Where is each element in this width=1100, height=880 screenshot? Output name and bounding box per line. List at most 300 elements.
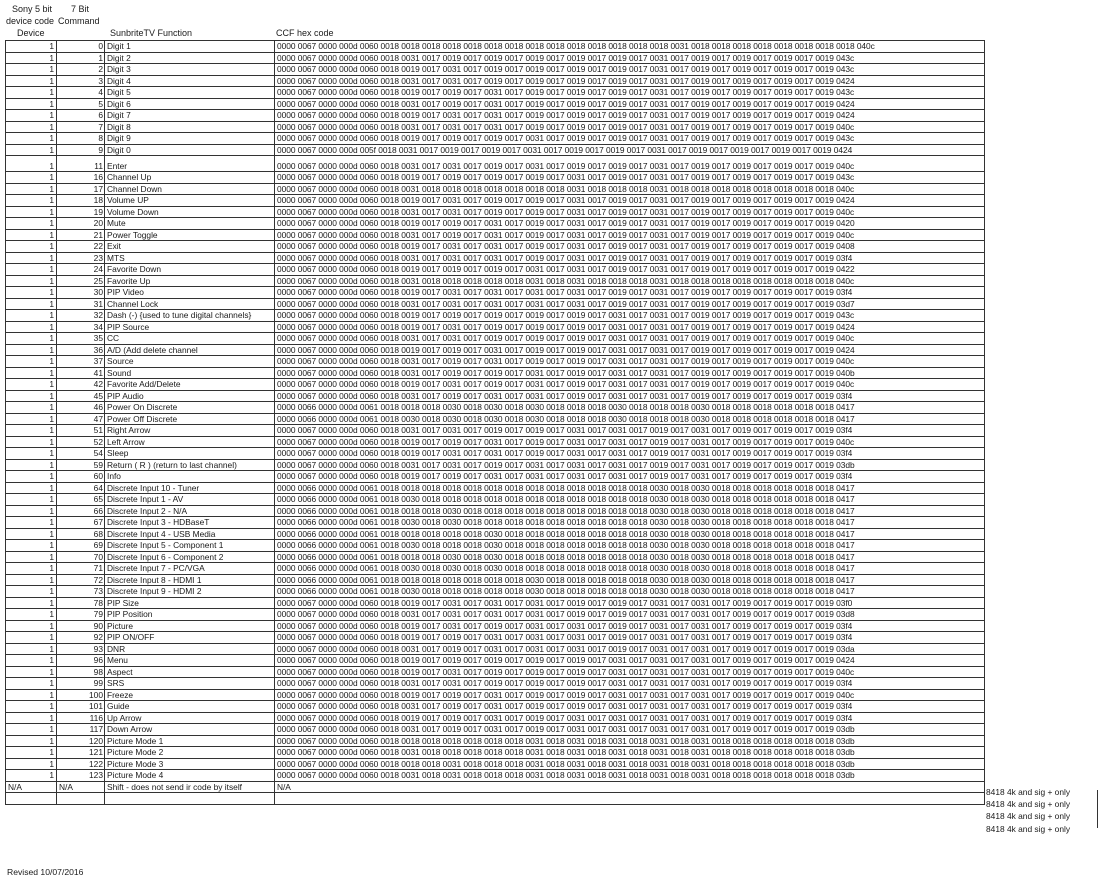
ir-code-table-body [6, 41, 985, 805]
row-note: 8418 4k and sig + only [986, 786, 1071, 797]
ccf-hex-cell: 0000 0067 0000 000d 0060 0018 0019 0017 0031 0017 0019 0017 0019 0017 0031 0017 0019 0017 0031 0017 0019 0017 0019 0017 0019 0017 0019 0424 [275, 195, 985, 207]
ccf-hex-cell: 0000 0067 0000 000d 0060 0018 0031 0017 0031 0017 0031 0017 0019 0017 0019 0017 0019 0017 0031 0017 0019 0017 0019 0017 0019 0017 0019 040c [275, 121, 985, 133]
device-code-cell: 1 [6, 701, 57, 713]
command-code-cell: N/A [57, 781, 105, 793]
device-code-cell: 1 [6, 620, 57, 632]
table-row [6, 494, 985, 506]
device-code-cell: 1 [6, 121, 57, 133]
function-name-cell: SRS [105, 678, 275, 690]
device-code-cell [6, 793, 57, 805]
command-code-cell: 24 [57, 264, 105, 276]
device-code-cell: 1 [6, 678, 57, 690]
command-code-cell: 22 [57, 241, 105, 253]
function-name-cell: Picture Mode 3 [105, 758, 275, 770]
table-row [6, 459, 985, 471]
table-row [6, 310, 985, 322]
command-code-cell: 51 [57, 425, 105, 437]
device-code-cell: 1 [6, 563, 57, 575]
table-row [6, 712, 985, 724]
function-name-cell: Discrete Input 1 - AV [105, 494, 275, 506]
table-row [6, 64, 985, 76]
function-name-cell: Channel Up [105, 172, 275, 184]
device-code-cell: 1 [6, 133, 57, 145]
ccf-hex-cell: 0000 0067 0000 000d 0060 0018 0031 0018 0018 0018 0018 0018 0031 0018 0031 0018 0018 0018 0031 0018 0018 0018 0018 0018 0018 0018 0018 040c [275, 275, 985, 287]
device-code-cell: 1 [6, 356, 57, 368]
command-code-cell: 72 [57, 574, 105, 586]
function-name-cell: PIP Position [105, 609, 275, 621]
command-code-cell: 117 [57, 724, 105, 736]
function-name-cell: Digit 0 [105, 144, 275, 156]
command-code-cell: 67 [57, 517, 105, 529]
command-code-cell: 3 [57, 75, 105, 87]
device-code-cell: 1 [6, 402, 57, 414]
device-code-cell: 1 [6, 448, 57, 460]
command-code-cell: 99 [57, 678, 105, 690]
table-row [6, 678, 985, 690]
table-row [6, 551, 985, 563]
function-name-cell: A/D (Add delete channel [105, 344, 275, 356]
ccf-hex-cell: 0000 0066 0000 000d 0061 0018 0030 0018 0030 0018 0018 0018 0018 0018 0018 0018 0018 0018 0030 0018 0030 0018 0018 0018 0018 0018 0018 0417 [275, 517, 985, 529]
command-code-cell: 65 [57, 494, 105, 506]
device-code-cell: 1 [6, 574, 57, 586]
function-name-cell: Digit 3 [105, 64, 275, 76]
device-code-cell: 1 [6, 183, 57, 195]
device-code-cell: 1 [6, 229, 57, 241]
function-name-cell: Digit 4 [105, 75, 275, 87]
function-name-cell: Discrete Input 10 - Tuner [105, 482, 275, 494]
ccf-hex-cell: 0000 0067 0000 000d 0060 0018 0019 0017 0031 0017 0019 0017 0031 0017 0019 0017 0031 0017 0031 0017 0019 0017 0019 0017 0019 0017 0019 040c [275, 379, 985, 391]
command-code-cell: 46 [57, 402, 105, 414]
device-code-cell: 1 [6, 747, 57, 759]
command-code-cell: 73 [57, 586, 105, 598]
device-code-cell: 1 [6, 517, 57, 529]
function-name-cell: Exit [105, 241, 275, 253]
ccf-hex-cell: 0000 0066 0000 000d 0061 0018 0030 0018 0030 0018 0030 0018 0030 0018 0018 0018 0030 0018 0018 0018 0030 0018 0018 0018 0018 0018 0018 0417 [275, 413, 985, 425]
function-name-cell: Down Arrow [105, 724, 275, 736]
ccf-hex-cell: 0000 0067 0000 000d 0060 0018 0019 0017 0031 0017 0031 0017 0019 0017 0019 0017 0019 0017 0031 0017 0019 0017 0019 0017 0019 0017 0019 0424 [275, 110, 985, 122]
function-name-cell: Power Off Discrete [105, 413, 275, 425]
command-code-cell: 68 [57, 528, 105, 540]
command-code-cell: 59 [57, 459, 105, 471]
table-row [6, 758, 985, 770]
command-code-cell: 60 [57, 471, 105, 483]
command-code-cell: 11 [57, 156, 105, 172]
command-code-cell: 70 [57, 551, 105, 563]
device-code-cell: 1 [6, 540, 57, 552]
ccf-hex-cell: N/A [275, 781, 985, 793]
function-name-cell: Digit 9 [105, 133, 275, 145]
ccf-hex-cell: 0000 0067 0000 000d 0060 0018 0019 0017 0019 0017 0031 0017 0031 0017 0031 0017 0019 0017 0031 0017 0031 0017 0019 0017 0019 0017 0019 03f4 [275, 632, 985, 644]
command-code-cell: 36 [57, 344, 105, 356]
table-row [6, 98, 985, 110]
ccf-hex-cell: 0000 0067 0000 000d 0060 0018 0031 0018 0018 0018 0018 0018 0018 0018 0031 0018 0018 0018 0031 0018 0018 0018 0018 0018 0018 0018 0018 040c [275, 183, 985, 195]
table-row [6, 133, 985, 145]
table-row [6, 321, 985, 333]
table-row [6, 620, 985, 632]
table-row [6, 379, 985, 391]
table-row [6, 52, 985, 64]
command-code-cell: 0 [57, 41, 105, 53]
command-code-cell: 122 [57, 758, 105, 770]
table-row [6, 156, 985, 172]
table-row [6, 75, 985, 87]
ccf-hex-cell: 0000 0067 0000 000d 0060 0018 0018 0018 0031 0018 0018 0018 0031 0018 0031 0018 0031 0018 0031 0018 0031 0018 0018 0018 0018 0018 0018 03db [275, 758, 985, 770]
ccf-hex-cell: 0000 0067 0000 000d 0060 0018 0031 0017 0019 0017 0031 0017 0031 0017 0031 0017 0019 0017 0031 0017 0031 0017 0019 0017 0019 0017 0019 03da [275, 643, 985, 655]
ccf-hex-cell: 0000 0067 0000 000d 0060 0018 0019 0017 0019 0017 0031 0017 0019 0017 0019 0017 0031 0017 0031 0017 0019 0017 0019 0017 0019 0017 0019 0424 [275, 344, 985, 356]
device-code-cell: 1 [6, 264, 57, 276]
command-code-cell: 47 [57, 413, 105, 425]
table-row [6, 287, 985, 299]
table-row [6, 505, 985, 517]
ccf-hex-cell: 0000 0067 0000 000d 0060 0018 0018 0018 0018 0018 0018 0018 0018 0018 0018 0018 0018 0018 0018 0031 0018 0018 0018 0018 0018 0018 0018 0018 040c [275, 41, 985, 53]
function-name-cell: Menu [105, 655, 275, 667]
ccf-hex-cell: 0000 0067 0000 000d 0060 0018 0031 0017 0019 0017 0031 0017 0019 0017 0019 0017 0019 0017 0031 0017 0019 0017 0019 0017 0019 0017 0019 0424 [275, 98, 985, 110]
table-row [6, 206, 985, 218]
command-code-cell: 6 [57, 110, 105, 122]
table-row [6, 172, 985, 184]
ccf-hex-cell: 0000 0066 0000 000d 0061 0018 0030 0018 0018 0018 0018 0018 0018 0018 0018 0018 0018 0018 0030 0018 0030 0018 0018 0018 0018 0018 0018 0417 [275, 494, 985, 506]
ccf-hex-cell: 0000 0067 0000 000d 0060 0018 0019 0017 0031 0017 0019 0017 0019 0017 0019 0017 0031 0017 0031 0017 0031 0017 0019 0017 0019 0017 0019 040c [275, 666, 985, 678]
header-device-label: Device [17, 28, 45, 38]
function-name-cell: Digit 5 [105, 87, 275, 99]
device-code-cell: 1 [6, 482, 57, 494]
function-name-cell: Discrete Input 6 - Component 2 [105, 551, 275, 563]
function-name-cell: Sound [105, 367, 275, 379]
device-code-cell: 1 [6, 735, 57, 747]
header-device-line2: device code [6, 16, 55, 26]
device-code-cell: 1 [6, 87, 57, 99]
table-row [6, 793, 985, 805]
command-code-cell: 120 [57, 735, 105, 747]
ccf-hex-cell: 0000 0067 0000 000d 0060 0018 0031 0017 0031 0017 0031 0017 0031 0017 0019 0017 0019 0017 0031 0017 0031 0017 0019 0017 0019 0017 0019 03d8 [275, 609, 985, 621]
function-name-cell: Discrete Input 2 - N/A [105, 505, 275, 517]
table-row [6, 229, 985, 241]
function-name-cell: Favorite Add/Delete [105, 379, 275, 391]
function-name-cell: Source [105, 356, 275, 368]
ccf-hex-cell: 0000 0067 0000 000d 0060 0018 0031 0017 0031 0017 0019 0017 0031 0017 0031 0017 0031 0017 0019 0017 0031 0017 0019 0017 0019 0017 0019 03db [275, 459, 985, 471]
function-name-cell: Dash (-) {used to tune digital channels} [105, 310, 275, 322]
device-code-cell: 1 [6, 287, 57, 299]
device-code-cell: 1 [6, 609, 57, 621]
command-code-cell: 96 [57, 655, 105, 667]
command-code-cell: 52 [57, 436, 105, 448]
function-name-cell: Return ( R ) (return to last channel) [105, 459, 275, 471]
table-row [6, 689, 985, 701]
command-code-cell: 101 [57, 701, 105, 713]
function-name-cell: CC [105, 333, 275, 345]
device-code-cell: 1 [6, 110, 57, 122]
device-code-cell: 1 [6, 98, 57, 110]
ccf-hex-cell: 0000 0066 0000 000d 0061 0018 0018 0018 0018 0018 0018 0018 0030 0018 0018 0018 0018 0018 0030 0018 0030 0018 0018 0018 0018 0018 0018 0417 [275, 574, 985, 586]
function-name-cell: Discrete Input 8 - HDMI 1 [105, 574, 275, 586]
command-code-cell: 37 [57, 356, 105, 368]
ccf-hex-cell: 0000 0067 0000 000d 0060 0018 0019 0017 0019 0017 0031 0017 0019 0017 0031 0017 0031 0017 0019 0017 0031 0017 0019 0017 0019 0017 0019 040c [275, 436, 985, 448]
table-row [6, 655, 985, 667]
command-code-cell: 17 [57, 183, 105, 195]
function-name-cell: Picture Mode 1 [105, 735, 275, 747]
table-row [6, 195, 985, 207]
command-code-cell [57, 793, 105, 805]
command-code-cell: 20 [57, 218, 105, 230]
device-code-cell: 1 [6, 310, 57, 322]
ccf-hex-cell: 0000 0066 0000 000d 0061 0018 0018 0018 0030 0018 0018 0018 0018 0018 0018 0018 0018 0018 0030 0018 0030 0018 0018 0018 0018 0018 0018 0417 [275, 505, 985, 517]
device-code-cell: 1 [6, 643, 57, 655]
function-name-cell: PIP Size [105, 597, 275, 609]
command-code-cell: 9 [57, 144, 105, 156]
ccf-hex-cell: 0000 0067 0000 000d 0060 0018 0031 0017 0019 0017 0031 0017 0019 0017 0031 0017 0019 0017 0031 0017 0019 0017 0019 0017 0019 0017 0019 040c [275, 229, 985, 241]
command-code-cell: 1 [57, 52, 105, 64]
ccf-hex-cell: 0000 0067 0000 000d 0060 0018 0031 0017 0031 0017 0031 0017 0019 0017 0031 0017 0019 0017 0031 0017 0019 0017 0019 0017 0019 0017 0019 03f4 [275, 252, 985, 264]
device-code-cell: 1 [6, 172, 57, 184]
function-name-cell: Discrete Input 3 - HDBaseT [105, 517, 275, 529]
device-code-cell: 1 [6, 144, 57, 156]
table-row [6, 241, 985, 253]
device-code-cell: 1 [6, 252, 57, 264]
function-name-cell: PIP ON/OFF [105, 632, 275, 644]
table-row [6, 87, 985, 99]
table-row [6, 724, 985, 736]
device-code-cell: 1 [6, 758, 57, 770]
table-row [6, 735, 985, 747]
ccf-hex-cell: 0000 0067 0000 000d 0060 0018 0019 0017 0019 0017 0031 0017 0019 0017 0019 0017 0031 0017 0031 0017 0031 0017 0019 0017 0019 0017 0019 040c [275, 689, 985, 701]
function-name-cell: PIP Audio [105, 390, 275, 402]
device-code-cell: 1 [6, 436, 57, 448]
table-row [6, 701, 985, 713]
function-name-cell: Picture Mode 2 [105, 747, 275, 759]
device-code-cell: 1 [6, 770, 57, 782]
table-row [6, 425, 985, 437]
ccf-hex-cell: 0000 0066 0000 000d 0061 0018 0018 0018 0030 0018 0030 0018 0018 0018 0018 0018 0018 0018 0030 0018 0030 0018 0018 0018 0018 0018 0018 0417 [275, 551, 985, 563]
command-code-cell: 30 [57, 287, 105, 299]
revised-date: Revised 10/07/2016 [7, 867, 84, 877]
ccf-hex-cell: 0000 0067 0000 000d 0060 0018 0019 0017 0019 0017 0019 0017 0031 0017 0031 0017 0019 0017 0031 0017 0019 0017 0019 0017 0019 0017 0019 0422 [275, 264, 985, 276]
device-code-cell: 1 [6, 218, 57, 230]
device-code-cell: 1 [6, 505, 57, 517]
ir-code-table [5, 40, 985, 805]
device-code-cell: 1 [6, 367, 57, 379]
ccf-hex-cell: 0000 0066 0000 000d 0061 0018 0018 0018 0018 0018 0018 0018 0018 0018 0018 0018 0018 0018 0030 0018 0030 0018 0018 0018 0018 0018 0018 0417 [275, 482, 985, 494]
command-code-cell: 66 [57, 505, 105, 517]
table-row [6, 402, 985, 414]
ccf-hex-cell: 0000 0066 0000 000d 0061 0018 0018 0018 0018 0018 0030 0018 0018 0018 0018 0018 0018 0018 0030 0018 0030 0018 0018 0018 0018 0018 0018 0417 [275, 528, 985, 540]
command-code-cell: 31 [57, 298, 105, 310]
ccf-hex-cell: 0000 0067 0000 000d 0060 0018 0031 0017 0019 0017 0019 0017 0019 0017 0019 0017 0019 0017 0031 0017 0019 0017 0019 0017 0019 0017 0019 043c [275, 52, 985, 64]
function-name-cell: MTS [105, 252, 275, 264]
command-code-cell: 64 [57, 482, 105, 494]
command-code-cell: 34 [57, 321, 105, 333]
function-name-cell: Picture Mode 4 [105, 770, 275, 782]
function-name-cell: Left Arrow [105, 436, 275, 448]
function-name-cell: Discrete Input 4 - USB Media [105, 528, 275, 540]
command-code-cell: 16 [57, 172, 105, 184]
device-code-cell: 1 [6, 64, 57, 76]
vertical-line-marker [1097, 790, 1098, 828]
function-name-cell: Guide [105, 701, 275, 713]
command-code-cell: 42 [57, 379, 105, 391]
command-code-cell: 7 [57, 121, 105, 133]
function-name-cell: Right Arrow [105, 425, 275, 437]
table-row [6, 344, 985, 356]
table-row [6, 252, 985, 264]
device-code-cell: 1 [6, 494, 57, 506]
table-row [6, 436, 985, 448]
table-row [6, 367, 985, 379]
command-code-cell: 32 [57, 310, 105, 322]
device-code-cell: 1 [6, 275, 57, 287]
command-code-cell: 98 [57, 666, 105, 678]
table-row [6, 632, 985, 644]
device-code-cell: 1 [6, 689, 57, 701]
ccf-hex-cell: 0000 0067 0000 000d 0060 0018 0031 0017 0019 0017 0031 0017 0019 0017 0019 0017 0031 0017 0031 0017 0019 0017 0019 0017 0019 0017 0019 040c [275, 356, 985, 368]
table-row [6, 666, 985, 678]
device-code-cell: 1 [6, 597, 57, 609]
ccf-hex-cell: 0000 0067 0000 000d 0060 0018 0019 0017 0031 0017 0019 0017 0031 0017 0031 0017 0019 0017 0031 0017 0031 0017 0019 0017 0019 0017 0019 03f4 [275, 620, 985, 632]
header-hex-label: CCF hex code [276, 28, 334, 38]
ccf-hex-cell: 0000 0067 0000 000d 0060 0018 0031 0018 0031 0018 0018 0018 0031 0018 0031 0018 0031 0018 0031 0018 0031 0018 0018 0018 0018 0018 0018 03db [275, 770, 985, 782]
table-row [6, 110, 985, 122]
table-row [6, 563, 985, 575]
function-name-cell: Volume Down [105, 206, 275, 218]
table-row [6, 218, 985, 230]
function-name-cell: Favorite Up [105, 275, 275, 287]
function-name-cell: Discrete Input 9 - HDMI 2 [105, 586, 275, 598]
table-row [6, 781, 985, 793]
ccf-hex-cell: 0000 0067 0000 000d 0060 0018 0019 0017 0031 0017 0019 0017 0019 0017 0019 0017 0019 0017 0031 0017 0019 0017 0019 0017 0019 0017 0019 043c [275, 64, 985, 76]
command-code-cell: 93 [57, 643, 105, 655]
device-code-cell: 1 [6, 471, 57, 483]
function-name-cell: Shift - does not send ir code by itself [105, 781, 275, 793]
ccf-hex-cell: 0000 0067 0000 000d 0060 0018 0018 0018 0018 0018 0018 0018 0031 0018 0031 0018 0031 0018 0031 0018 0031 0018 0018 0018 0018 0018 0018 03db [275, 735, 985, 747]
ccf-hex-cell: 0000 0067 0000 000d 0060 0018 0031 0017 0019 0017 0031 0017 0031 0017 0019 0017 0031 0017 0031 0017 0019 0017 0019 0017 0019 0017 0019 03f4 [275, 390, 985, 402]
function-name-cell: Discrete Input 5 - Component 1 [105, 540, 275, 552]
table-row [6, 264, 985, 276]
command-code-cell: 79 [57, 609, 105, 621]
command-code-cell: 123 [57, 770, 105, 782]
device-code-cell: 1 [6, 195, 57, 207]
command-code-cell: 4 [57, 87, 105, 99]
ccf-hex-cell: 0000 0067 0000 000d 0060 0018 0019 0017 0019 0017 0031 0017 0019 0017 0031 0017 0019 0017 0031 0017 0019 0017 0019 0017 0019 0017 0019 0420 [275, 218, 985, 230]
ccf-hex-cell: 0000 0067 0000 000d 005f 0018 0031 0017 0019 0017 0019 0017 0031 0017 0019 0017 0019 0017 0031 0017 0019 0017 0019 0017 0019 0017 0019 0424 [275, 144, 985, 156]
device-code-cell: 1 [6, 379, 57, 391]
function-name-cell: Sleep [105, 448, 275, 460]
command-code-cell: 71 [57, 563, 105, 575]
function-name-cell: PIP Source [105, 321, 275, 333]
table-row [6, 747, 985, 759]
command-code-cell: 18 [57, 195, 105, 207]
table-row [6, 356, 985, 368]
ccf-hex-cell: 0000 0067 0000 000d 0060 0018 0031 0018 0018 0018 0018 0018 0031 0018 0031 0018 0031 0018 0031 0018 0031 0018 0018 0018 0018 0018 0018 03db [275, 747, 985, 759]
table-row [6, 597, 985, 609]
function-name-cell: DNR [105, 643, 275, 655]
table-row [6, 540, 985, 552]
table-row [6, 144, 985, 156]
table-row [6, 482, 985, 494]
device-code-cell: 1 [6, 41, 57, 53]
device-code-cell: 1 [6, 459, 57, 471]
device-code-cell: 1 [6, 724, 57, 736]
table-row [6, 471, 985, 483]
device-code-cell: 1 [6, 632, 57, 644]
device-code-cell: 1 [6, 413, 57, 425]
ccf-hex-cell: 0000 0067 0000 000d 0060 0018 0019 0017 0019 0017 0019 0017 0019 0017 0031 0017 0019 0017 0031 0017 0019 0017 0019 0017 0019 0017 0019 043c [275, 172, 985, 184]
command-code-cell: 41 [57, 367, 105, 379]
function-name-cell: Discrete Input 7 - PC/VGA [105, 563, 275, 575]
table-row [6, 275, 985, 287]
device-code-cell: 1 [6, 333, 57, 345]
table-row [6, 574, 985, 586]
ccf-hex-cell: 0000 0067 0000 000d 0060 0018 0031 0017 0031 0017 0031 0017 0031 0017 0031 0017 0019 0017 0031 0017 0019 0017 0019 0017 0019 0017 0019 03d7 [275, 298, 985, 310]
row-note: 8418 4k and sig + only [986, 811, 1071, 822]
function-name-cell [105, 793, 275, 805]
command-code-cell: 5 [57, 98, 105, 110]
command-code-cell: 92 [57, 632, 105, 644]
device-code-cell: 1 [6, 241, 57, 253]
device-code-cell: 1 [6, 390, 57, 402]
ccf-hex-cell: 0000 0067 0000 000d 0060 0018 0019 0017 0031 0017 0031 0017 0031 0017 0031 0017 0019 0017 0031 0017 0019 0017 0019 0017 0019 0017 0019 03f4 [275, 287, 985, 299]
function-name-cell: Freeze [105, 689, 275, 701]
table-row [6, 528, 985, 540]
ccf-hex-cell: 0000 0067 0000 000d 0060 0018 0019 0017 0031 0017 0031 0017 0031 0017 0019 0017 0019 0017 0031 0017 0031 0017 0019 0017 0019 0017 0019 03f0 [275, 597, 985, 609]
device-code-cell: 1 [6, 298, 57, 310]
table-row [6, 448, 985, 460]
function-name-cell: Up Arrow [105, 712, 275, 724]
ccf-hex-cell: 0000 0067 0000 000d 0060 0018 0019 0017 0019 0017 0019 0017 0019 0017 0019 0017 0031 0017 0031 0017 0031 0017 0019 0017 0019 0017 0019 0424 [275, 655, 985, 667]
command-code-cell: 8 [57, 133, 105, 145]
device-code-cell: 1 [6, 551, 57, 563]
command-code-cell: 2 [57, 64, 105, 76]
table-row [6, 413, 985, 425]
command-code-cell: 54 [57, 448, 105, 460]
header-function-label: SunbriteTV Function [110, 28, 193, 38]
ccf-hex-cell: 0000 0067 0000 000d 0060 0018 0031 0017 0031 0017 0019 0017 0031 0017 0019 0017 0019 0017 0031 0017 0019 0017 0019 0017 0019 0017 0019 040c [275, 156, 985, 172]
function-name-cell: Channel Down [105, 183, 275, 195]
ccf-hex-cell: 0000 0067 0000 000d 0060 0018 0019 0017 0031 0017 0019 0017 0019 0017 0019 0017 0031 0017 0031 0017 0019 0017 0019 0017 0019 0017 0019 0424 [275, 321, 985, 333]
ccf-hex-cell: 0000 0067 0000 000d 0060 0018 0031 0017 0031 0017 0019 0017 0019 0017 0019 0017 0031 0017 0031 0017 0031 0017 0019 0017 0019 0017 0019 03f4 [275, 678, 985, 690]
ccf-hex-cell: 0000 0067 0000 000d 0060 0018 0019 0017 0031 0017 0031 0017 0019 0017 0031 0017 0019 0017 0031 0017 0019 0017 0019 0017 0019 0017 0019 0408 [275, 241, 985, 253]
ccf-hex-cell: 0000 0067 0000 000d 0060 0018 0031 0017 0031 0017 0019 0017 0019 0017 0031 0017 0031 0017 0019 0017 0031 0017 0019 0017 0019 0017 0019 03f4 [275, 425, 985, 437]
ccf-hex-cell: 0000 0067 0000 000d 0060 0018 0031 0017 0031 0017 0019 0017 0019 0017 0031 0017 0019 0017 0031 0017 0019 0017 0019 0017 0019 0017 0019 040c [275, 206, 985, 218]
device-code-cell: 1 [6, 425, 57, 437]
ccf-hex-cell: 0000 0066 0000 000d 0061 0018 0030 0018 0018 0018 0018 0018 0030 0018 0018 0018 0018 0018 0030 0018 0030 0018 0018 0018 0018 0018 0018 0417 [275, 586, 985, 598]
function-name-cell: Mute [105, 218, 275, 230]
command-code-cell: 19 [57, 206, 105, 218]
ccf-hex-cell: 0000 0067 0000 000d 0060 0018 0019 0017 0019 0017 0031 0017 0019 0017 0019 0017 0019 0017 0031 0017 0019 0017 0019 0017 0019 0017 0019 043c [275, 87, 985, 99]
table-row [6, 298, 985, 310]
table-row [6, 333, 985, 345]
table-row [6, 41, 985, 53]
ccf-hex-cell: 0000 0067 0000 000d 0060 0018 0019 0017 0019 0017 0019 0017 0019 0017 0019 0017 0031 0017 0031 0017 0019 0017 0019 0017 0019 0017 0019 043c [275, 310, 985, 322]
command-code-cell: 25 [57, 275, 105, 287]
table-row [6, 609, 985, 621]
device-code-cell: 1 [6, 712, 57, 724]
table-row [6, 517, 985, 529]
command-code-cell: 78 [57, 597, 105, 609]
command-code-cell: 23 [57, 252, 105, 264]
row-note: 8418 4k and sig + only [986, 799, 1071, 809]
ccf-hex-cell: 0000 0067 0000 000d 0060 0018 0019 0017 0019 0017 0019 0017 0031 0017 0019 0017 0019 0017 0031 0017 0019 0017 0019 0017 0019 0017 0019 043c [275, 133, 985, 145]
command-code-cell: 21 [57, 229, 105, 241]
device-code-cell: 1 [6, 321, 57, 333]
device-code-cell: 1 [6, 528, 57, 540]
function-name-cell: Volume UP [105, 195, 275, 207]
function-name-cell: Power On Discrete [105, 402, 275, 414]
command-code-cell: 116 [57, 712, 105, 724]
ccf-hex-cell: 0000 0067 0000 000d 0060 0018 0031 0017 0019 0017 0019 0017 0031 0017 0019 0017 0031 0017 0031 0017 0019 0017 0019 0017 0019 0017 0019 040b [275, 367, 985, 379]
row-note: 8418 4k and sig + only [986, 823, 1071, 834]
device-code-cell: 1 [6, 655, 57, 667]
function-name-cell: Picture [105, 620, 275, 632]
header-command-line2: Command [58, 16, 100, 26]
